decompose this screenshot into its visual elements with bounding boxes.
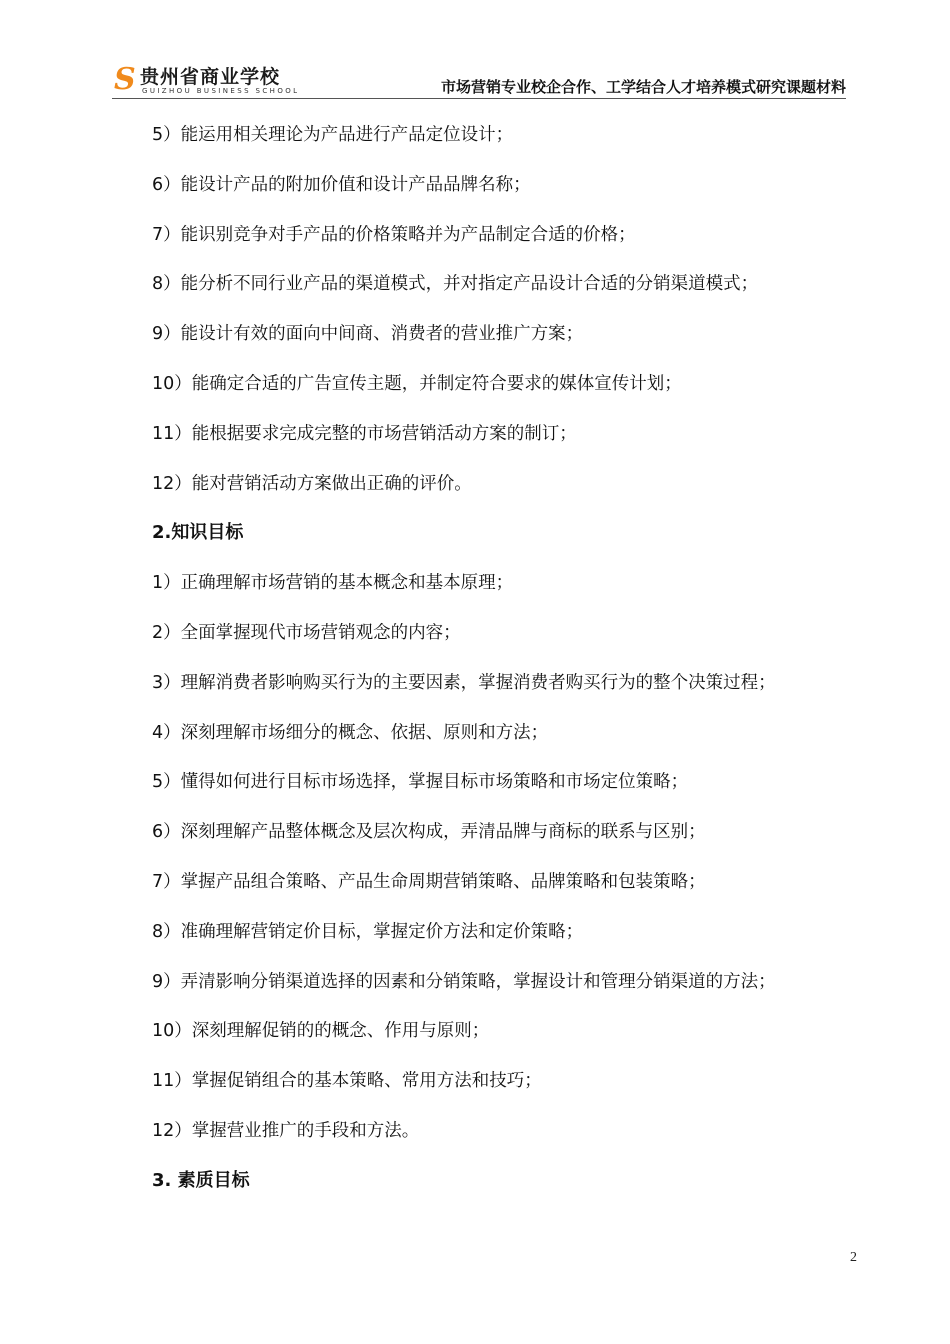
section-heading: 3. 素质目标: [152, 1169, 250, 1191]
list-item: 6）深刻理解产品整体概念及层次构成，弄清品牌与商标的联系与区别；: [152, 822, 706, 843]
list-item: 5）懂得如何进行目标市场选择，掌握目标市场策略和市场定位策略；: [152, 772, 689, 793]
header-title: 市场营销专业校企合作、工学结合人才培养模式研究课题材料: [440, 78, 846, 96]
logo-mark: S: [114, 62, 136, 97]
document-body: [152, 119, 852, 1215]
list-item: 11）掌握促销组合的基本策略、常用方法和技巧；: [152, 1071, 542, 1092]
list-item: 9）能设计有效的面向中间商、消费者的营业推广方案；: [152, 324, 584, 345]
page-header: [112, 64, 846, 99]
list-item: 9）弄清影响分销渠道选择的因素和分销策略，掌握设计和管理分销渠道的方法；: [152, 971, 776, 992]
section-heading: 2.知识目标: [152, 522, 244, 544]
list-item: 8）能分析不同行业产品的渠道模式，并对指定产品设计合适的分销渠道模式；: [152, 274, 759, 295]
list-item: 5）能运用相关理论为产品进行产品定位设计；: [152, 125, 514, 145]
page-number: 2: [850, 1250, 857, 1265]
list-item: 3）理解消费者影响购买行为的主要因素，掌握消费者购买行为的整个决策过程；: [152, 672, 776, 693]
list-item: 1）正确理解市场营销的基本概念和基本原理；: [152, 573, 514, 594]
list-item: 10）深刻理解促销的的概念、作用与原则；: [152, 1021, 490, 1042]
list-item: 6）能设计产品的附加价值和设计产品品牌名称；: [152, 174, 531, 195]
list-item: 7）能识别竞争对手产品的价格策略并为产品制定合适的价格；: [152, 224, 636, 245]
logo-school-name-en: GUIZHOU BUSINESS SCHOOL: [142, 87, 300, 95]
list-item: 2）全面掌握现代市场营销观念的内容；: [152, 622, 461, 643]
list-item: 7）掌握产品组合策略、产品生命周期营销策略、品牌策略和包装策略；: [152, 871, 706, 892]
list-item: 12）能对营销活动方案做出正确的评价。: [152, 473, 472, 494]
list-item: 8）准确理解营销定价目标，掌握定价方法和定价策略；: [152, 921, 584, 942]
list-item: 11）能根据要求完成完整的市场营销活动方案的制订；: [152, 423, 577, 444]
logo-school-name: 贵州省商业学校: [140, 66, 281, 88]
list-item: 12）掌握营业推广的手段和方法。: [152, 1120, 420, 1141]
list-item: 4）深刻理解市场细分的概念、依据、原则和方法；: [152, 722, 549, 743]
school-logo: [112, 62, 308, 97]
list-item: 10）能确定合适的广告宣传主题，并制定符合要求的媒体宣传计划；: [152, 373, 682, 394]
